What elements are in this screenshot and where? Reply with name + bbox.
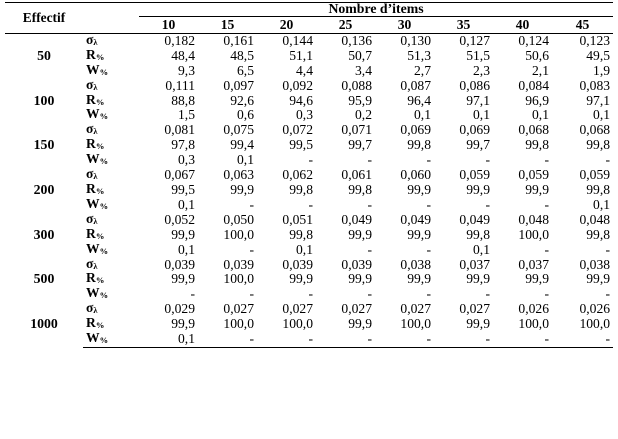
table-row xyxy=(5,79,613,94)
table-cell: 0,123 xyxy=(552,33,613,48)
table-cell: 48,5 xyxy=(230,47,254,63)
effectif-header: Effectif xyxy=(5,3,83,34)
table-header xyxy=(5,3,613,34)
table-cell: 99,9 xyxy=(466,271,490,287)
table-cell: 0,1 xyxy=(296,241,313,257)
table-cell: 0,037 xyxy=(459,256,490,272)
statistic-subscript: % xyxy=(95,96,105,107)
table-row xyxy=(5,33,613,48)
table-cell: - xyxy=(367,241,372,257)
table-cell: 99,8 xyxy=(466,226,490,242)
effectif-value: 150 xyxy=(33,137,55,153)
table-cell: 0,062 xyxy=(282,167,313,183)
statistic-subscript: λ xyxy=(93,215,98,226)
table-row xyxy=(5,168,613,183)
table-cell: - xyxy=(485,286,490,302)
table-row xyxy=(5,198,613,213)
table-cell: - xyxy=(308,152,313,168)
statistic-subscript: % xyxy=(95,51,105,62)
table-cell: 0,087 xyxy=(400,77,431,93)
table-cell: 0,1 xyxy=(178,241,195,257)
table-cell: 99,9 xyxy=(171,226,195,242)
table-cell: 1,5 xyxy=(178,107,195,123)
table-row xyxy=(5,213,613,228)
table-cell: 95,9 xyxy=(348,92,372,108)
statistic-subscript: λ xyxy=(93,305,98,316)
table-cell: 0,097 xyxy=(223,77,254,93)
table-cell: 99,8 xyxy=(407,137,431,153)
table-cell: 99,9 xyxy=(348,316,372,332)
table-cell: - xyxy=(367,196,372,212)
table-cell: 99,9 xyxy=(525,181,549,197)
statistic-symbol: W xyxy=(86,106,100,122)
table-cell: 0,038 xyxy=(579,256,611,272)
table-cell: - xyxy=(493,332,552,347)
table-cell: 0,051 xyxy=(282,211,313,227)
table-cell: - xyxy=(190,286,195,302)
table-cell: 99,5 xyxy=(289,137,313,153)
table-cell: - xyxy=(308,286,313,302)
table-cell: 100,0 xyxy=(518,316,549,332)
item-count-header: 25 xyxy=(316,16,375,33)
table-row xyxy=(5,123,613,138)
table-cell: 0,124 xyxy=(493,33,552,48)
table-cell: 2,3 xyxy=(473,62,490,78)
table-cell: 99,8 xyxy=(586,137,611,153)
statistic-subscript: λ xyxy=(93,126,98,137)
table-cell: - xyxy=(249,196,254,212)
table-cell: - xyxy=(367,286,372,302)
table-cell: - xyxy=(249,241,254,257)
table-cell: 96,9 xyxy=(525,92,549,108)
table-cell: 49,5 xyxy=(586,47,611,63)
table-cell: 0,068 xyxy=(579,122,611,138)
table-cell: 0,2 xyxy=(355,107,372,123)
table-cell: 99,9 xyxy=(171,271,195,287)
nombre-items-header: Nombre d’items xyxy=(139,3,613,17)
table-row xyxy=(5,302,613,317)
table-cell: 99,9 xyxy=(466,181,490,197)
table-cell: 99,4 xyxy=(230,137,254,153)
statistic-label-w xyxy=(83,332,139,347)
statistic-symbol: R xyxy=(86,270,96,286)
table-cell: 99,7 xyxy=(348,137,372,153)
item-count-header: 30 xyxy=(375,16,434,33)
table-cell: 97,1 xyxy=(466,92,490,108)
statistic-symbol: W xyxy=(86,240,100,256)
statistic-subscript: % xyxy=(99,290,109,301)
table-cell: 0,037 xyxy=(518,256,549,272)
statistic-symbol: σ xyxy=(86,166,94,182)
table-cell: - xyxy=(605,241,611,257)
table-cell: 0,039 xyxy=(223,256,254,272)
table-cell: 2,1 xyxy=(532,62,549,78)
table-cell: 0,027 xyxy=(341,301,372,317)
table-cell: 0,3 xyxy=(296,107,313,123)
table-cell: 100,0 xyxy=(223,316,254,332)
table-cell: - xyxy=(544,286,549,302)
item-count-header: 40 xyxy=(493,16,552,33)
table-cell: - xyxy=(605,152,611,168)
table-cell: 0,1 xyxy=(532,107,549,123)
table-row xyxy=(5,108,613,123)
table-cell: 0,048 xyxy=(518,211,549,227)
table-cell: 0,050 xyxy=(223,211,254,227)
table-cell: 0,052 xyxy=(164,211,195,227)
table-cell: 99,9 xyxy=(230,181,254,197)
table-cell: 100,0 xyxy=(579,316,611,332)
table-cell: 0,059 xyxy=(459,167,490,183)
table-cell: - xyxy=(426,286,431,302)
table-cell: - xyxy=(544,152,549,168)
table-cell: 100,0 xyxy=(518,226,549,242)
effectif-value: 50 xyxy=(5,33,83,78)
table-cell: 0,136 xyxy=(316,33,375,48)
table-cell: 0,027 xyxy=(282,301,313,317)
statistic-symbol: σ xyxy=(86,76,94,92)
table-cell: - xyxy=(485,152,490,168)
statistic-subscript: λ xyxy=(93,81,98,92)
table-cell: - xyxy=(552,332,613,347)
table-cell: 99,9 xyxy=(407,226,431,242)
table-cell: 99,8 xyxy=(525,137,549,153)
table-cell: 50,6 xyxy=(525,47,549,63)
table-cell: 99,8 xyxy=(289,226,313,242)
statistic-symbol: R xyxy=(86,315,96,331)
table-cell: 99,9 xyxy=(586,271,611,287)
statistic-symbol: W xyxy=(86,61,100,77)
table-cell: 100,0 xyxy=(223,271,254,287)
statistic-symbol: σ xyxy=(86,300,94,316)
table-cell: - xyxy=(257,332,316,347)
table-cell: 9,3 xyxy=(178,62,195,78)
statistic-subscript: % xyxy=(99,156,109,167)
table-cell: 0,049 xyxy=(459,211,490,227)
table-cell: 0,039 xyxy=(341,256,372,272)
table-cell: 0,081 xyxy=(164,122,195,138)
table-cell: 99,9 xyxy=(466,316,490,332)
table-cell: - xyxy=(308,196,313,212)
table-cell: 97,1 xyxy=(586,92,611,108)
table-cell: 0,182 xyxy=(139,33,198,48)
table-cell: 4,4 xyxy=(296,62,313,78)
table-cell: 0,049 xyxy=(400,211,431,227)
statistic-symbol: W xyxy=(86,285,100,301)
table-cell: - xyxy=(426,196,431,212)
table-cell: - xyxy=(198,332,257,347)
table-cell: 94,6 xyxy=(289,92,313,108)
table-cell: 0,111 xyxy=(165,77,195,93)
effectif-value: 200 xyxy=(33,181,55,197)
table-cell: 0,039 xyxy=(164,256,195,272)
effectif-value: 1000 xyxy=(30,316,58,332)
statistic-symbol: R xyxy=(86,46,96,62)
table-cell: 100,0 xyxy=(223,226,254,242)
table-cell: 99,9 xyxy=(171,316,195,332)
effectif-value: 100 xyxy=(33,92,55,108)
table-cell: 99,5 xyxy=(171,181,195,197)
table-cell: 0,027 xyxy=(400,301,431,317)
statistic-subscript: % xyxy=(99,245,109,256)
table-cell: 0,063 xyxy=(223,167,254,183)
table-cell: 99,9 xyxy=(525,271,549,287)
table-cell: 0,1 xyxy=(593,107,611,123)
table-cell: - xyxy=(426,152,431,168)
statistic-symbol: W xyxy=(86,151,100,167)
table-cell: 6,5 xyxy=(237,62,254,78)
table-cell: - xyxy=(316,332,375,347)
statistic-symbol: R xyxy=(86,225,96,241)
table-cell: 0,1 xyxy=(473,107,490,123)
statistic-symbol: R xyxy=(86,136,96,152)
table-cell: 0,1 xyxy=(139,332,198,347)
item-count-header: 20 xyxy=(257,16,316,33)
statistic-symbol: σ xyxy=(86,31,94,47)
table-cell: 0,1 xyxy=(414,107,431,123)
table-cell: 99,8 xyxy=(586,181,611,197)
item-count-header: 10 xyxy=(139,16,198,33)
table-row xyxy=(5,243,613,258)
table-cell: 0,086 xyxy=(459,77,490,93)
table-cell: 0,060 xyxy=(400,167,431,183)
table-cell: 0,049 xyxy=(341,211,372,227)
table-cell: 2,7 xyxy=(414,62,431,78)
statistic-subscript: % xyxy=(95,141,105,152)
statistic-subscript: % xyxy=(95,275,105,286)
simulation-results-table xyxy=(5,2,613,348)
table-row xyxy=(5,64,613,79)
item-count-header: 45 xyxy=(552,16,613,33)
statistic-subscript: % xyxy=(95,185,105,196)
statistic-symbol: W xyxy=(86,330,100,346)
table-cell: - xyxy=(375,332,434,347)
table-cell: 99,8 xyxy=(289,181,313,197)
table-cell: 0,1 xyxy=(593,196,611,212)
table-cell: 0,127 xyxy=(434,33,493,48)
table-cell: - xyxy=(544,196,549,212)
table-cell: 51,1 xyxy=(289,47,313,63)
table-cell: 0,069 xyxy=(400,122,431,138)
table-cell: 0,069 xyxy=(459,122,490,138)
table-cell: - xyxy=(426,241,431,257)
item-count-header: 35 xyxy=(434,16,493,33)
header-spacer xyxy=(83,16,139,33)
statistic-symbol: W xyxy=(86,195,100,211)
table-cell: 0,075 xyxy=(223,122,254,138)
table-cell: 0,026 xyxy=(518,301,549,317)
statistic-subscript: % xyxy=(99,66,109,77)
table-cell: 0,029 xyxy=(164,301,195,317)
table-row xyxy=(5,153,613,168)
table-cell: 0,092 xyxy=(282,77,313,93)
statistic-symbol: σ xyxy=(86,255,94,271)
table-cell: 48,4 xyxy=(171,47,195,63)
table-cell: - xyxy=(605,286,611,302)
table-row xyxy=(5,258,613,273)
table-cell: 0,039 xyxy=(282,256,313,272)
table-cell: 0,1 xyxy=(237,152,254,168)
table-cell: 0,072 xyxy=(282,122,313,138)
table-cell: 99,9 xyxy=(407,181,431,197)
table-cell: 3,4 xyxy=(355,62,372,78)
table-cell: - xyxy=(434,332,493,347)
table-cell: 0,144 xyxy=(257,33,316,48)
table-row xyxy=(5,332,613,347)
statistic-symbol: σ xyxy=(86,121,94,137)
table-cell: 0,026 xyxy=(579,301,611,317)
table-cell: 0,071 xyxy=(341,122,372,138)
table-cell: - xyxy=(544,241,549,257)
statistic-symbol: R xyxy=(86,180,96,196)
statistic-subscript: λ xyxy=(93,260,98,271)
table-cell: 96,4 xyxy=(407,92,431,108)
effectif-value: 500 xyxy=(33,271,55,287)
item-count-header: 15 xyxy=(198,16,257,33)
table-cell: 0,061 xyxy=(341,167,372,183)
table-cell: 99,8 xyxy=(586,226,611,242)
table-cell: 51,3 xyxy=(407,47,431,63)
table-cell: 99,8 xyxy=(348,181,372,197)
table-cell: 0,1 xyxy=(178,196,195,212)
table-cell: 0,088 xyxy=(341,77,372,93)
table-cell: 99,9 xyxy=(348,271,372,287)
table-cell: 0,6 xyxy=(237,107,254,123)
table-cell: 99,9 xyxy=(407,271,431,287)
table-cell: 0,059 xyxy=(579,167,611,183)
table-cell: 0,067 xyxy=(164,167,195,183)
table-row xyxy=(5,287,613,302)
statistic-subscript: λ xyxy=(93,36,98,47)
table-cell: - xyxy=(485,196,490,212)
table-cell: 51,5 xyxy=(466,47,490,63)
table-cell: - xyxy=(249,286,254,302)
table-cell: 0,027 xyxy=(223,301,254,317)
table-cell: 0,027 xyxy=(459,301,490,317)
table-cell: - xyxy=(367,152,372,168)
table-cell: 0,3 xyxy=(178,152,195,168)
statistic-subscript: % xyxy=(99,200,109,211)
statistic-symbol: R xyxy=(86,91,96,107)
table-cell: 0,161 xyxy=(198,33,257,48)
table-cell: 0,059 xyxy=(518,167,549,183)
table-body xyxy=(5,33,613,347)
effectif-value: 300 xyxy=(33,226,55,242)
table-cell: 1,9 xyxy=(593,62,611,78)
table-cell: 0,038 xyxy=(400,256,431,272)
table-cell: 100,0 xyxy=(282,316,313,332)
table-cell: 50,7 xyxy=(348,47,372,63)
table-cell: 99,9 xyxy=(289,271,313,287)
statistic-subscript: % xyxy=(99,335,109,346)
table-cell: 99,9 xyxy=(348,226,372,242)
table-cell: 99,7 xyxy=(466,137,490,153)
table-cell: 0,048 xyxy=(579,211,611,227)
header-spacer xyxy=(83,3,139,17)
statistic-subscript: % xyxy=(95,230,105,241)
statistic-subscript: % xyxy=(95,320,105,331)
table-cell: 88,8 xyxy=(171,92,195,108)
table-cell: 0,130 xyxy=(375,33,434,48)
table-cell: 0,1 xyxy=(473,241,490,257)
table-cell: 97,8 xyxy=(171,137,195,153)
table-cell: 92,6 xyxy=(230,92,254,108)
table-cell: 0,068 xyxy=(518,122,549,138)
table-cell: 0,084 xyxy=(518,77,549,93)
table-cell: 100,0 xyxy=(400,316,431,332)
table-cell: 0,083 xyxy=(579,77,611,93)
statistic-subscript: % xyxy=(99,111,109,122)
statistic-subscript: λ xyxy=(93,171,98,182)
statistic-symbol: σ xyxy=(86,210,94,226)
